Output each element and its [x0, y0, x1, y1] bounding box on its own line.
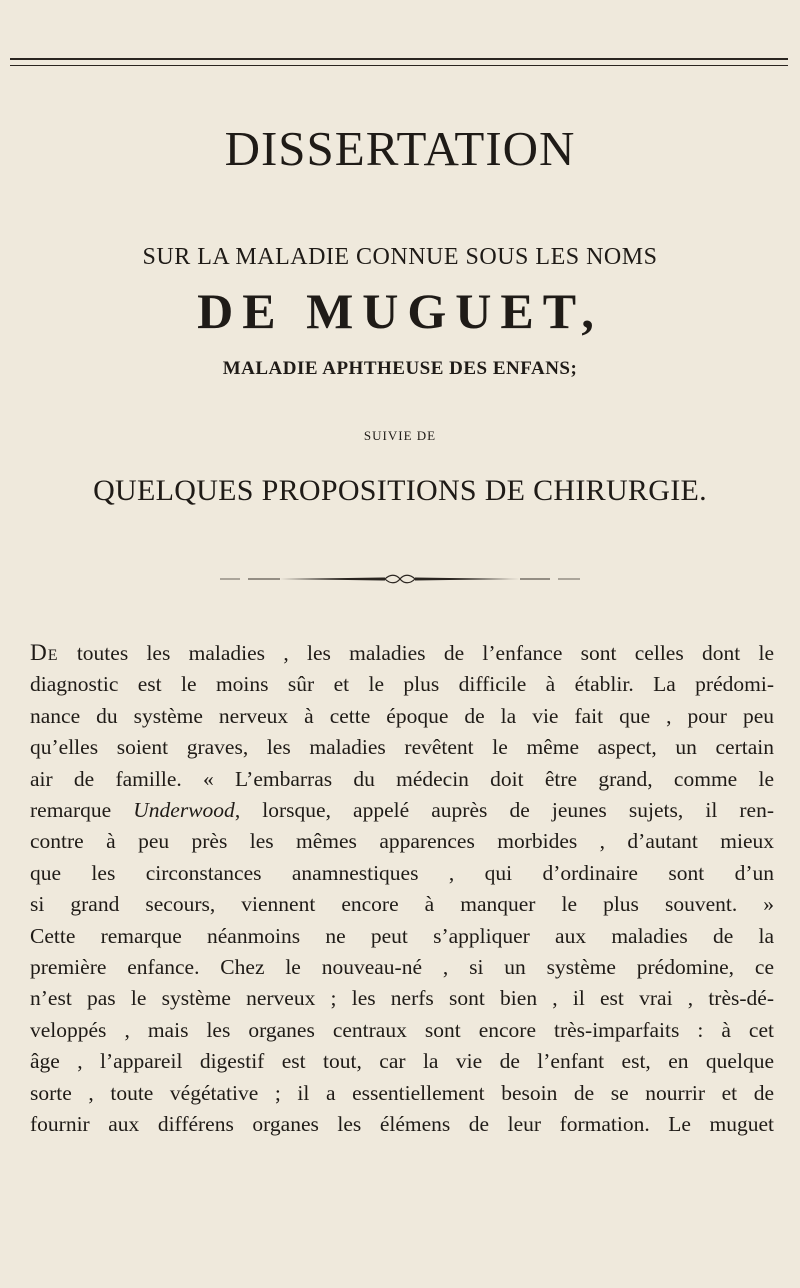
- text-line: première enfance. Chez le nouveau-né , si un système prédomine, ce: [30, 955, 774, 980]
- text-line: contre à peu près les mêmes apparences morbides , d’autant mieux: [30, 829, 774, 854]
- text-line: âge , l’appareil digestif est tout, car la vie de l’enfant est, en quelque: [30, 1049, 774, 1074]
- text-line: que les circonstances anamnestiques , qui d’ordinaire sont d’un: [30, 860, 774, 885]
- propositions-heading: QUELQUES PROPOSITIONS DE CHIRURGIE.: [93, 474, 707, 507]
- text-line: air de famille. « L’embarras du médecin doit être grand, comme le: [30, 766, 774, 791]
- body-paragraph: [30, 638, 774, 1141]
- page-title: DISSERTATION: [224, 121, 576, 176]
- connector-text: SUIVIE DE: [363, 428, 437, 443]
- text-line: veloppés , mais les organes centraux sont encore très-imparfaits : à cet: [30, 1017, 774, 1042]
- text-line: si grand secours, viennent encore à manquer le plus souvent. »: [30, 892, 774, 917]
- subtitle: SUR LA MALADIE CONNUE SOUS LES NOMS: [142, 244, 658, 270]
- text-line: nance du système nerveux à cette époque de la vie fait que , pour peu: [30, 703, 774, 728]
- text-line: diagnostic est le moins sûr et le plus difficile à établir. La prédomi-: [30, 672, 774, 697]
- text-line: De toutes les maladies , les maladies de l’enfance sont celles dont le: [30, 640, 774, 666]
- secondary-heading: MALADIE APHTHEUSE DES ENFANS;: [222, 358, 578, 379]
- text-line: sorte , toute végétative ; il a essentiellement besoin de se nourrir et de: [30, 1080, 774, 1105]
- text-line: remarque Underwood, lorsque, appelé auprès de jeunes sujets, il ren-: [30, 798, 775, 823]
- text-line: n’est pas le système nerveux ; les nerfs sont bien , il est vrai , très-dé-: [30, 986, 774, 1011]
- text-line: qu’elles soient graves, les maladies revêtent le même aspect, un certain: [30, 735, 774, 760]
- text-line: fournir aux différens organes les élémens de leur formation. Le muguet: [30, 1112, 774, 1137]
- top-rule-thin: [10, 65, 788, 66]
- text-line: Cette remarque néanmoins ne peut s’appliquer aux maladies de la: [30, 923, 774, 948]
- ornamental-divider: [220, 573, 580, 585]
- author-name: Underwood: [133, 798, 235, 823]
- main-heading: DE MUGUET,: [197, 283, 603, 339]
- top-rule: [10, 58, 788, 60]
- drop-word: De: [30, 640, 59, 666]
